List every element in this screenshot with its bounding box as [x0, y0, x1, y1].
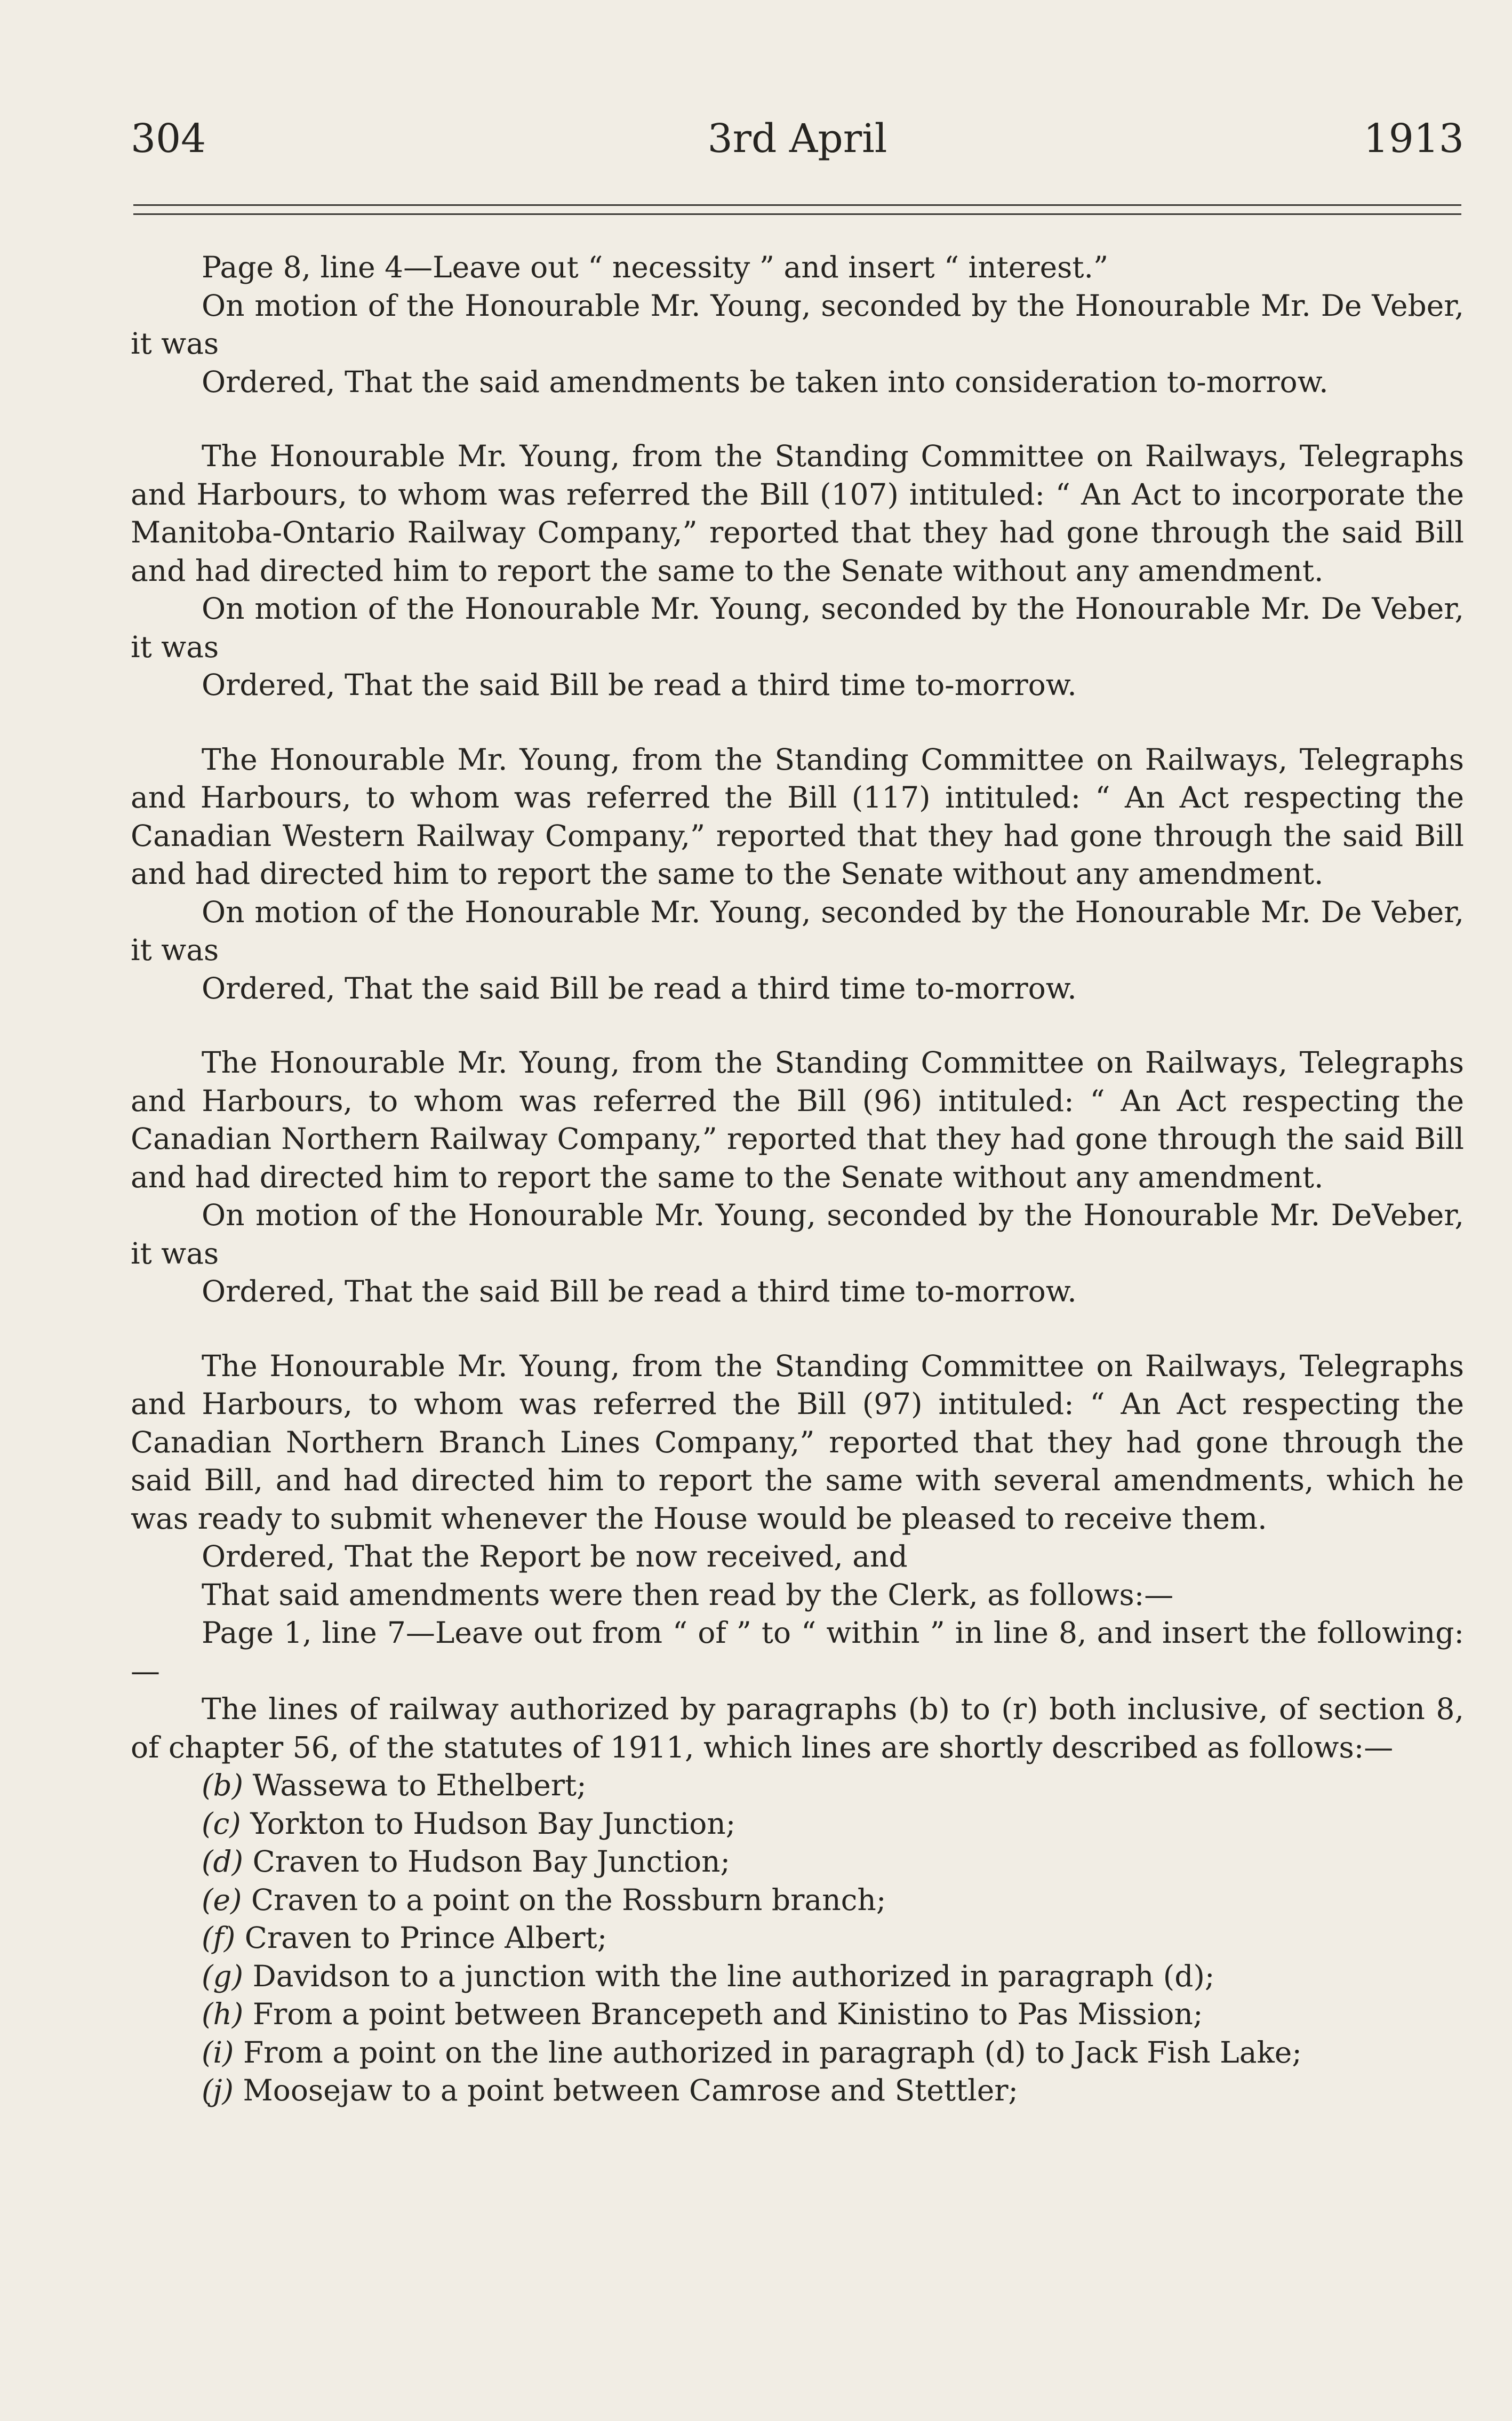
paragraph: Ordered, That the said Bill be read a third time to-morrow.	[202, 1274, 1077, 1308]
item-text: From a point between Brancepeth and Kinistino to Pas Mission;	[252, 1997, 1203, 2031]
item-text: Craven to Hudson Bay Junction;	[252, 1844, 731, 1879]
paragraph: The Honourable Mr. Young, from the Standing Committee on Railways, Telegraphs and Harbours, to whom was referred the Bill (96) intituled: “ An Act respecting the Canadian Northern Railway Company,” reported that they had gone through the said Bill and had directed him to report the same to the Senate without any amendment.	[131, 1045, 1464, 1194]
item-text: Craven to Prince Albert;	[244, 1921, 607, 1955]
page-number: 304	[131, 116, 206, 162]
page-header	[131, 112, 1464, 165]
list-item	[131, 1767, 1464, 1805]
list-item	[131, 1805, 1464, 1843]
paragraph: Ordered, That the said Bill be read a third time to-morrow.	[202, 668, 1077, 702]
section-bill-107	[131, 437, 1464, 705]
list-item	[131, 1843, 1464, 1881]
paragraph: The Honourable Mr. Young, from the Standing Committee on Railways, Telegraphs and Harbours, to whom was referred the Bill (107) intituled: “ An Act to incorporate the Manitoba-Ontario Railway Company,” reported that they had gone through the said Bill and had directed him to report the same to the Senate without any amendment.	[131, 439, 1464, 588]
item-text: Wassewa to Ethelbert;	[252, 1768, 587, 1802]
list-item	[131, 1881, 1464, 1920]
paragraph: On motion of the Honourable Mr. Young, seconded by the Honourable Mr. De Veber, it was	[131, 288, 1464, 361]
section-bill-97	[131, 1347, 1464, 2110]
paragraph: On motion of the Honourable Mr. Young, seconded by the Honourable Mr. De Veber, it was	[131, 894, 1464, 967]
item-text: Yorkton to Hudson Bay Junction;	[250, 1806, 736, 1841]
paragraph: Page 8, line 4—Leave out “ necessity ” and insert “ interest.”	[202, 250, 1109, 284]
paragraph: The Honourable Mr. Young, from the Standing Committee on Railways, Telegraphs and Harbours, to whom was referred the Bill (97) intituled: “ An Act respecting the Canadian Northern Branch Lines Company,” reported that they had gone through the said Bill, and had directed him to report the same with several amendments, which he was ready to submit whenever the House would be pleased to receive them.	[131, 1348, 1464, 1536]
item-text: From a point on the line authorized in paragraph (d) to Jack Fish Lake;	[243, 2035, 1302, 2070]
paragraph: That said amendments were then read by the Clerk, as follows:—	[202, 1577, 1174, 1612]
item-label: (g)	[202, 1959, 244, 1993]
page-body	[131, 249, 1464, 2110]
section-bill-96	[131, 1044, 1464, 1311]
list-item	[131, 1957, 1464, 1996]
item-text: Craven to a point on the Rossburn branch;	[251, 1882, 886, 1917]
section-amendments-consideration	[131, 249, 1464, 401]
paragraph: The lines of railway authorized by paragraphs (b) to (r) both inclusive, of section 8, of chapter 56, of the statutes of 1911, which lines are shortly described as follows:—	[131, 1692, 1464, 1764]
paragraph: On motion of the Honourable Mr. Young, seconded by the Honourable Mr. De Veber, it was	[131, 592, 1464, 664]
paragraph: Ordered, That the said Bill be read a third time to-morrow.	[202, 971, 1077, 1005]
item-text: Moosejaw to a point between Camrose and Stettler;	[243, 2073, 1019, 2107]
header-rule-bottom	[133, 213, 1461, 215]
list-item	[131, 2072, 1464, 2110]
paragraph: Page 1, line 7—Leave out from “ of ” to “ within ” in line 8, and insert the following:—	[131, 1616, 1464, 1688]
item-label: (f)	[202, 1921, 236, 1955]
item-label: (i)	[202, 2035, 234, 2070]
item-label: (d)	[202, 1844, 244, 1879]
item-label: (h)	[202, 1997, 244, 2031]
header-date: 3rd April	[707, 116, 887, 162]
paragraph: The Honourable Mr. Young, from the Standing Committee on Railways, Telegraphs and Harbours, to whom was referred the Bill (117) intituled: “ An Act respecting the Canadian Western Railway Company,” reported that they had gone through the said Bill and had directed him to report the same to the Senate without any amendment.	[131, 742, 1464, 891]
item-label: (c)	[202, 1806, 241, 1841]
item-label: (b)	[202, 1768, 244, 1802]
header-year: 1913	[1363, 116, 1464, 162]
item-text: Davidson to a junction with the line authorized in paragraph (d);	[252, 1959, 1215, 1993]
item-label: (e)	[202, 1882, 242, 1917]
paragraph: Ordered, That the Report be now received, and	[202, 1539, 908, 1573]
section-bill-117	[131, 741, 1464, 1008]
list-item	[131, 1919, 1464, 1957]
header-rule-top	[133, 204, 1461, 206]
paragraph: On motion of the Honourable Mr. Young, seconded by the Honourable Mr. DeVeber, it was	[131, 1198, 1464, 1271]
list-item	[131, 1995, 1464, 2034]
item-label: (j)	[202, 2073, 234, 2107]
paragraph: Ordered, That the said amendments be taken into consideration to-morrow.	[202, 364, 1329, 399]
list-item	[131, 2034, 1464, 2072]
